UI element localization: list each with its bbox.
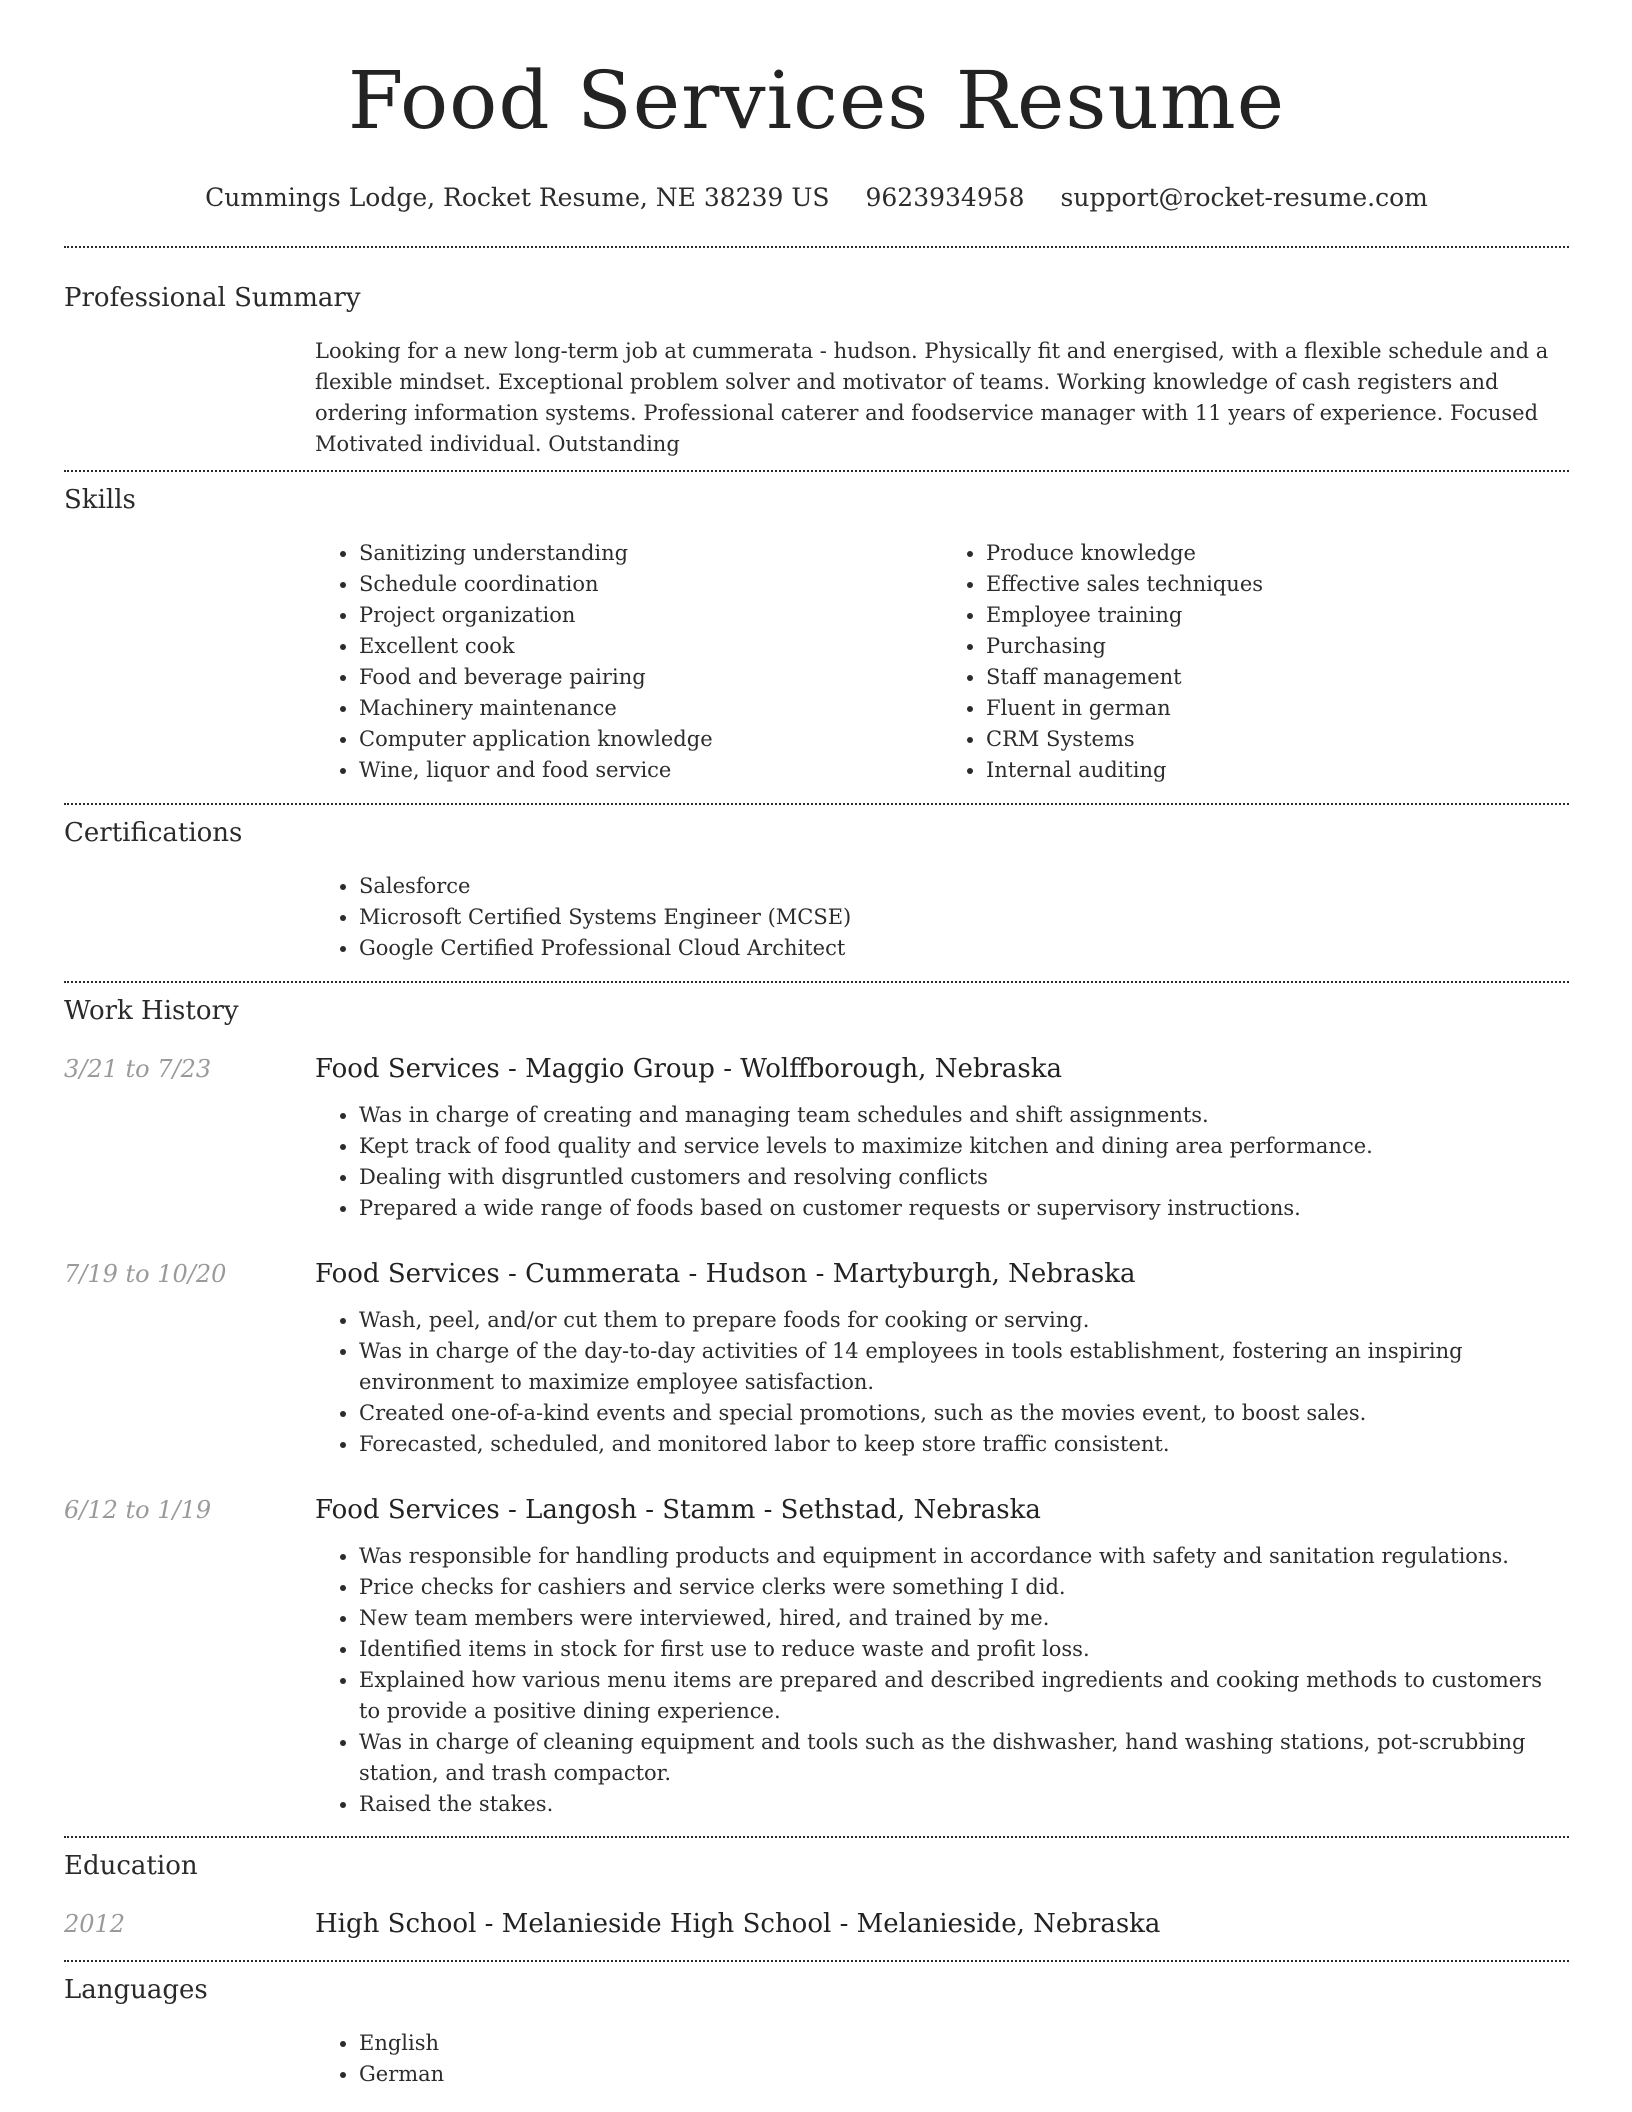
education-entry	[64, 1908, 1569, 1940]
job-entry	[64, 1258, 1569, 1460]
skill-item: • Project organization	[359, 600, 942, 631]
skills-heading: Skills	[64, 485, 136, 515]
certifications-section	[64, 805, 1569, 964]
job-bullet: • Was in charge of creating and managing team schedules and shift assignments.	[359, 1100, 1569, 1131]
contact-address: Cummings Lodge, Rocket Resume, NE 38239 US	[205, 183, 830, 212]
certification-item: • Salesforce	[359, 871, 1569, 902]
job-dates: 7/19 to 10/20	[64, 1260, 227, 1288]
language-item: • English	[359, 2028, 1569, 2059]
job-bullet: • Dealing with disgruntled customers and resolving conflicts	[359, 1162, 1569, 1193]
job-title: Food Services - Cummerata - Hudson - Martyburgh, Nebraska	[315, 1259, 1136, 1289]
job-bullet: • Was in charge of the day-to-day activities of 14 employees in tools establishment, fostering an inspiring environment to maximize employee satisfaction.	[359, 1336, 1569, 1398]
skill-item: • Sanitizing understanding	[359, 538, 942, 569]
contact-line	[64, 182, 1569, 214]
job-bullet: • Explained how various menu items are prepared and described ingredients and cooking methods to customers to provide a positive dining experience.	[359, 1665, 1569, 1727]
job-entry	[64, 1494, 1569, 1820]
resume-page	[64, 0, 1569, 2090]
skill-item: • Fluent in german	[986, 693, 1569, 724]
job-bullet: • Price checks for cashiers and service clerks were something I did.	[359, 1572, 1569, 1603]
resume-title: Food Services Resume	[347, 54, 1286, 147]
job-dates: 6/12 to 1/19	[64, 1496, 212, 1524]
certification-item: • Microsoft Certified Systems Engineer (MCSE)	[359, 902, 1569, 933]
skills-right-column	[942, 538, 1569, 786]
certification-item: • Google Certified Professional Cloud Architect	[359, 933, 1569, 964]
languages-list	[315, 2028, 1569, 2090]
education-year: 2012	[64, 1910, 126, 1938]
job-title: Food Services - Langosh - Stamm - Sethstad, Nebraska	[315, 1495, 1041, 1525]
summary-section	[64, 248, 1569, 460]
languages-heading: Languages	[64, 1975, 208, 2005]
skill-item: • Food and beverage pairing	[359, 662, 942, 693]
skills-section	[64, 472, 1569, 786]
education-title: High School - Melanieside High School - Melanieside, Nebraska	[315, 1909, 1161, 1939]
job-bullet: • Raised the stakes.	[359, 1789, 1569, 1820]
skills-list	[315, 538, 1569, 786]
work-section	[64, 983, 1569, 1820]
language-item: • German	[359, 2059, 1569, 2090]
certifications-list	[315, 871, 1569, 964]
languages-section	[64, 1962, 1569, 2090]
contact-phone: 9623934958	[865, 183, 1025, 212]
job-bullet: • Was in charge of cleaning equipment and tools such as the dishwasher, hand washing stations, pot-scrubbing station, and trash compactor.	[359, 1727, 1569, 1789]
job-dates: 3/21 to 7/23	[64, 1055, 212, 1083]
skill-item: • Staff management	[986, 662, 1569, 693]
skill-item: • Employee training	[986, 600, 1569, 631]
job-bullet: • Kept track of food quality and service levels to maximize kitchen and dining area performance.	[359, 1131, 1569, 1162]
work-heading: Work History	[64, 996, 239, 1026]
summary-text: Looking for a new long-term job at cummerata - hudson. Physically fit and energised, with a flexible schedule and a flexible mindset. Exceptional problem solver and motivator of teams. Working knowledge of cash registers and ordering information systems. Professional caterer and foodservice manager with 11 years of experience. Focused Motivated individual. Outstanding	[315, 339, 1549, 456]
job-bullet: • Prepared a wide range of foods based on customer requests or supervisory instructions.	[359, 1193, 1569, 1224]
skill-item: • Wine, liquor and food service	[359, 755, 942, 786]
skill-item: • Produce knowledge	[986, 538, 1569, 569]
skill-item: • Effective sales techniques	[986, 569, 1569, 600]
skill-item: • CRM Systems	[986, 724, 1569, 755]
job-title: Food Services - Maggio Group - Wolffborough, Nebraska	[315, 1054, 1063, 1084]
education-section	[64, 1838, 1569, 1940]
job-entry	[64, 1053, 1569, 1224]
skill-item: • Machinery maintenance	[359, 693, 942, 724]
skill-item: • Internal auditing	[986, 755, 1569, 786]
job-bullet: • New team members were interviewed, hired, and trained by me.	[359, 1603, 1569, 1634]
skill-item: • Excellent cook	[359, 631, 942, 662]
skill-item: • Computer application knowledge	[359, 724, 942, 755]
job-bullet: • Wash, peel, and/or cut them to prepare foods for cooking or serving.	[359, 1305, 1569, 1336]
education-heading: Education	[64, 1851, 198, 1881]
contact-email: support@rocket-resume.com	[1060, 183, 1428, 212]
job-bullet: • Identified items in stock for first use to reduce waste and profit loss.	[359, 1634, 1569, 1665]
skill-item: • Schedule coordination	[359, 569, 942, 600]
job-bullet: • Created one-of-a-kind events and special promotions, such as the movies event, to boost sales.	[359, 1398, 1569, 1429]
skills-left-column	[315, 538, 942, 786]
job-bullet: • Was responsible for handling products and equipment in accordance with safety and sanitation regulations.	[359, 1541, 1569, 1572]
skill-item: • Purchasing	[986, 631, 1569, 662]
job-bullet: • Forecasted, scheduled, and monitored labor to keep store traffic consistent.	[359, 1429, 1569, 1460]
certifications-heading: Certifications	[64, 818, 243, 848]
summary-heading: Professional Summary	[64, 283, 361, 313]
